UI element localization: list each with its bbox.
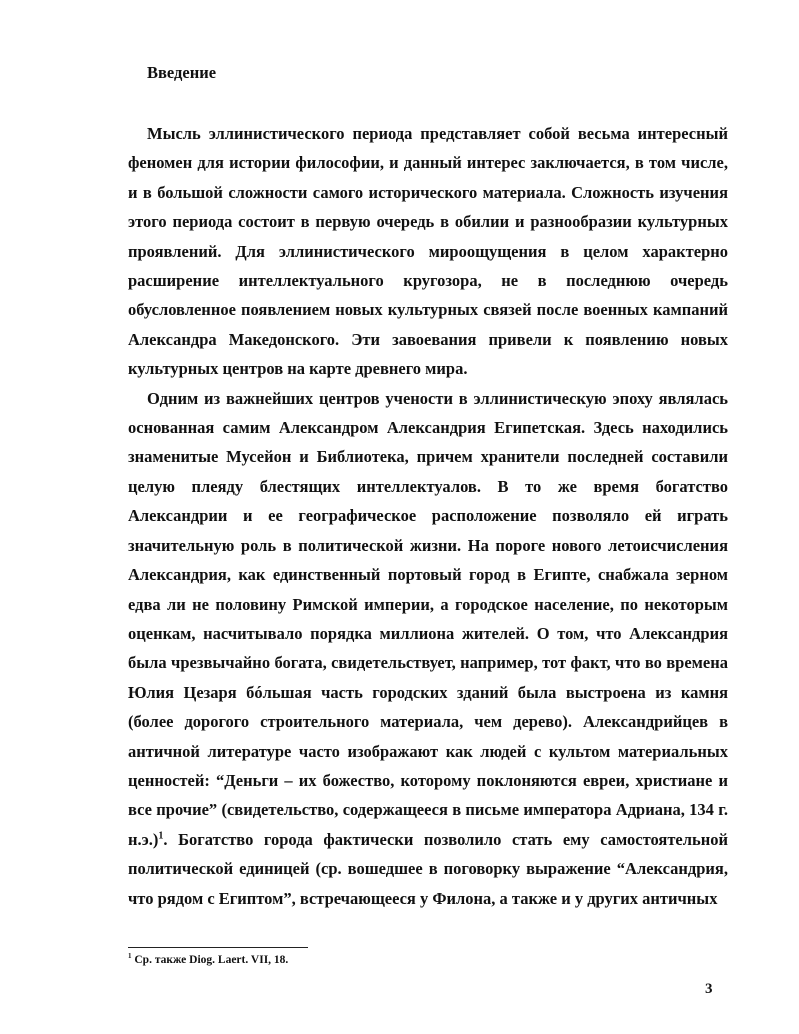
section-heading: Введение: [147, 63, 217, 82]
footnote: [128, 952, 288, 966]
paragraph-2: [128, 384, 728, 913]
footnote-number: 1: [128, 952, 132, 960]
footnote-reference[interactable]: 1: [158, 830, 164, 842]
body-text: [128, 119, 728, 913]
footnote-text: Ср. также Diog. Laert. VII, 18.: [131, 953, 289, 966]
paragraph-2-text: Одним из важнейших центров учености в эллинистическую эпоху являлась основанная самим Александром Александрия Египетская. Здесь находились знаменитые Мусейон и Библиотека, причем хранители последней составили целую плеяду блестящих интеллектуалов. В то же время богатство Александрии и ее географическое расположение позволяло ей играть значительную роль в политической жизни. На пороге нового летоисчисления Александрия, как единственный портовый город в Египте, снабжала зерном едва ли не половину Римской империи, а городское население, по некоторым оценкам, насчитывало порядка миллиона жителей. О том, что Александрия была чрезвычайно богата, свидетельствует, например, тот факт, что во времена Юлия Цезаря бóльшая часть городских зданий была выстроена из камня (более дорогого строительного материала, чем дерево). Александрийцев в античной литературе часто изображают как людей с культом материальных ценностей: “Деньги – их божество, которому поклоняются евреи, христиане и все прочие” (свидетельство, содержащееся в письме императора Адриана, 134 г. н.э.): [128, 388, 728, 849]
page-number: 3: [705, 981, 713, 997]
paragraph-2-continuation: . Богатство города фактически позволило стать ему самостоятельной политической единицей (ср. вошедшее в поговорку выражение “Александрия, что рядом с Египтом”, встречающееся у Филона, а также и у других античных: [128, 829, 728, 908]
footnote-divider: [128, 947, 308, 948]
paragraph-1: Мысль эллинистического периода представляет собой весьма интересный феномен для истории философии, и данный интерес заключается, в том числе, и в большой сложности самого исторического материала. Сложность изучения этого периода состоит в первую очередь в обилии и разнообразии культурных проявлений. Для эллинистического мироощущения в целом характерно расширение интеллектуального кругозора, не в последнюю очередь обусловленное появлением новых культурных связей после военных кампаний Александра Македонского. Эти завоевания привели к появлению новых культурных центров на карте древнего мира.: [128, 124, 728, 379]
